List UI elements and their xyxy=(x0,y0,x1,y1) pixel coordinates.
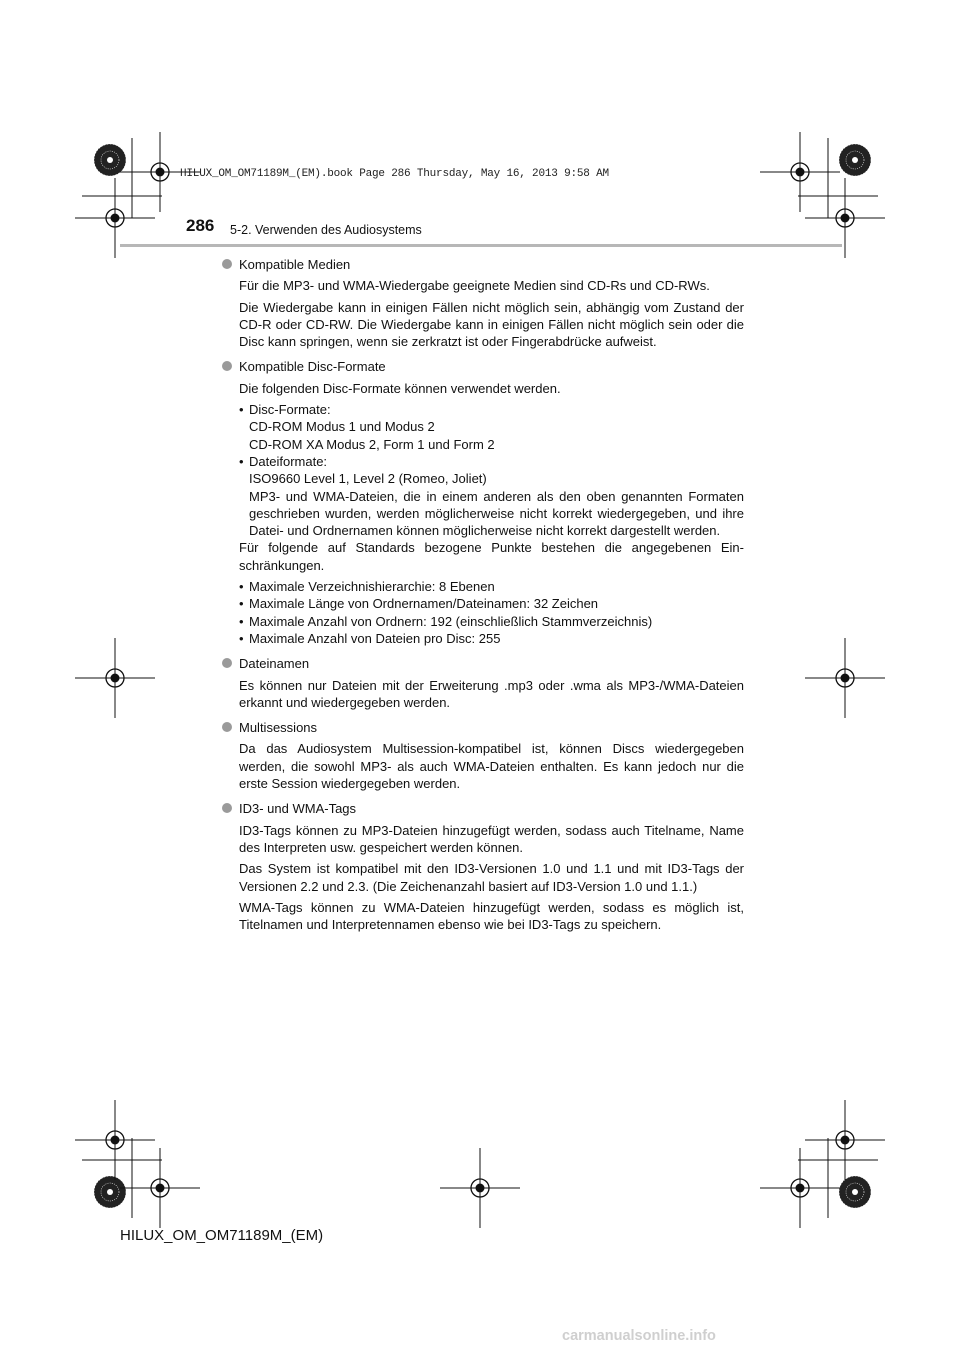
bullet-dot-icon xyxy=(222,658,232,668)
paragraph: ID3-Tags können zu MP3-Dateien hinzugefügt werden, sodass auch Titelname, Name des Interpreten usw. gespeichert werden können. xyxy=(239,822,744,855)
star-target-icon xyxy=(839,144,871,176)
print-slug: HILUX_OM_OM71189M_(EM).book Page 286 Thursday, May 16, 2013 9:58 AM xyxy=(180,168,609,180)
paragraph: Es können nur Dateien mit der Erweiterung .mp3 oder .wma als MP3-/WMA-Dateien erkannt und wiedergegeben werden. xyxy=(239,677,744,710)
section-heading: ID3- und WMA-Tags xyxy=(239,801,357,817)
bullet-dot-icon xyxy=(222,259,232,269)
section-dateinamen xyxy=(222,655,744,711)
header-rule xyxy=(120,244,842,247)
bullet-dot-icon xyxy=(222,361,232,371)
bullet-dot-icon xyxy=(222,722,232,732)
list-item: • Maximale Verzeichnishierarchie: 8 Ebenen xyxy=(239,578,744,595)
format-list xyxy=(239,401,744,539)
list-item: • Maximale Länge von Ordnernamen/Dateinamen: 32 Zeichen xyxy=(239,595,744,612)
registration-mark-icon xyxy=(75,1100,155,1180)
page-number: 286 xyxy=(186,216,215,235)
registration-mark-icon xyxy=(805,638,885,718)
registration-mark-icon xyxy=(805,1100,885,1180)
section-id3-wma-tags xyxy=(222,800,744,933)
list-item: • Maximale Anzahl von Ordnern: 192 (einschließlich Stammverzeichnis) xyxy=(239,613,744,630)
registration-mark-icon xyxy=(75,638,155,718)
page-content xyxy=(222,256,744,941)
section-multisessions xyxy=(222,719,744,792)
watermark: carmanualsonline.info xyxy=(562,1328,716,1344)
star-target-icon xyxy=(94,1176,126,1208)
restriction-list xyxy=(239,578,744,647)
section-kompatible-medien xyxy=(222,256,744,350)
paragraph: Da das Audiosystem Multisession-kompatibel ist, können Discs wiedergegeben werden, die sowohl MP3- als auch WMA-Dateien enthalten. Es kann jedoch nur die erste Session wiedergegeben werden. xyxy=(239,741,744,792)
registration-mark-icon xyxy=(440,1148,520,1228)
paragraph: Für die MP3- und WMA-Wiedergabe geeignete Medien sind CD-Rs und CD-RWs. xyxy=(239,278,710,294)
section-heading: Kompatible Disc-Formate xyxy=(239,359,386,375)
star-target-icon xyxy=(94,144,126,176)
list-item: • Disc-Formate: CD-ROM Modus 1 und Modus 2 CD-ROM XA Modus 2, Form 1 und Form 2 xyxy=(239,401,744,453)
section-heading: Multisessions xyxy=(239,720,318,736)
section-title: 5-2. Verwenden des Audiosystems xyxy=(230,223,422,237)
paragraph: WMA-Tags können zu WMA-Dateien hinzugefügt werden, sodass es möglich ist, Titelnamen und Interpretennamen ebenso wie bei ID3-Tags zu speichern. xyxy=(239,899,744,933)
bullet-dot-icon xyxy=(222,803,232,813)
paragraph: Die Wiedergabe kann in einigen Fällen nicht möglich sein, abhängig vom Zustand der CD-R oder CD-RW. Die Wiedergabe kann in einigen Fällen nicht möglich sein oder die Disc kann springen, wenn sie zerkratzt ist oder Fingerabdrücke aufweist. xyxy=(239,299,744,350)
list-item: • Dateiformate: ISO9660 Level 1, Level 2 (Romeo, Joliet) MP3- und WMA-Dateien, die in einem anderen als den oben genannten Formaten geschrieben wurden, werden möglicherweise nicht korrekt wiedergegeben, und ihre Datei- und Ordnernamen können möglicherweise nicht korrekt dargestellt werden. xyxy=(239,453,744,539)
paragraph: Die folgenden Disc-Formate können verwendet werden. xyxy=(239,380,561,396)
section-heading: Dateinamen xyxy=(239,656,310,672)
section-heading: Kompatible Medien xyxy=(239,257,351,272)
list-item: • Maximale Anzahl von Dateien pro Disc: 255 xyxy=(239,630,744,647)
star-target-icon xyxy=(839,1176,871,1208)
paragraph: Für folgende auf Standards bezogene Punkte bestehen die angegebenen Ein-schränkungen. xyxy=(239,540,744,573)
document-code: HILUX_OM_OM71189M_(EM) xyxy=(120,1227,324,1244)
paragraph: Das System ist kompatibel mit den ID3-Versionen 1.0 und 1.1 und mit ID3-Tags der Versionen 2.2 und 2.3. (Die Zeichenanzahl basiert auf ID3-Version 1.0 und 1.1.) xyxy=(239,861,744,894)
section-disc-formate xyxy=(222,358,744,647)
